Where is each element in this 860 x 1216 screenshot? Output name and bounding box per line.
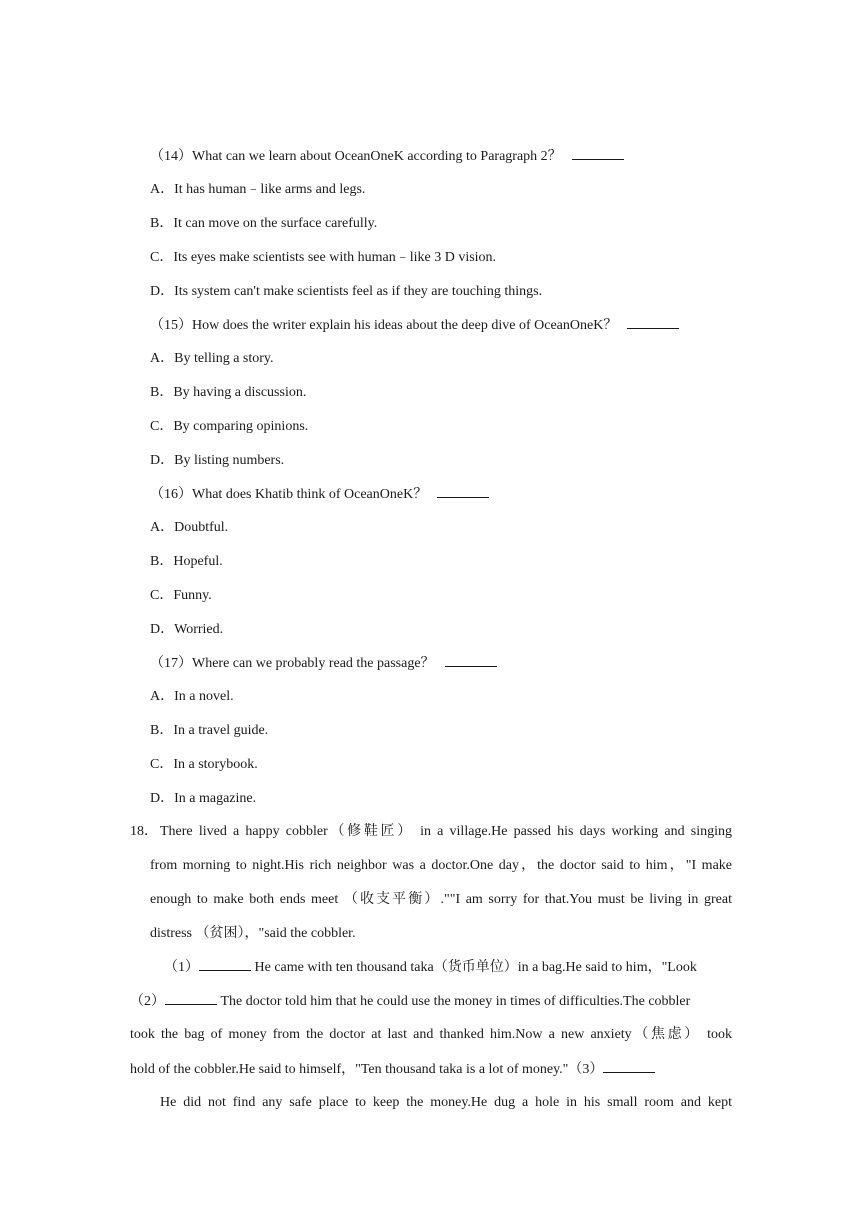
answer-blank[interactable] — [437, 485, 489, 498]
question-14-option-a: A．It has human﹣like arms and legs. — [150, 182, 366, 197]
passage-line: enough to make both ends meet （收支平衡）.""I am sorry for that.You must be living in great — [150, 892, 732, 907]
answer-blank[interactable] — [445, 654, 497, 667]
answer-blank[interactable] — [165, 992, 217, 1005]
question-14-option-d: D．Its system can't make scientists feel as if they are touching things. — [150, 284, 543, 299]
passage-line-blank-3 — [130, 1060, 655, 1079]
question-16-option-c: C．Funny. — [150, 588, 212, 603]
answer-blank[interactable] — [627, 316, 679, 329]
question-14-stem — [150, 147, 624, 166]
question-15-option-c: C．By comparing opinions. — [150, 419, 309, 434]
passage-line: He did not find any safe place to keep the money.He dug a hole in his small room and kept — [160, 1095, 732, 1110]
question-16-stem — [150, 485, 489, 504]
passage-text: The doctor told him that he could use the money in times of difficulties.The cobbler — [217, 994, 691, 1009]
passage-line: took the bag of money from the doctor at last and thanked him.Now a new anxiety（焦虑） took — [130, 1027, 732, 1042]
question-14-option-b: B．It can move on the surface carefully. — [150, 216, 378, 231]
question-17-stem — [150, 654, 497, 673]
question-18-number: 18． — [130, 824, 158, 839]
question-15-option-a: A．By telling a story. — [150, 351, 274, 366]
question-stem-text: （14）What can we learn about OceanOneK according to Paragraph 2？ — [150, 149, 562, 164]
passage-line: from morning to night.His rich neighbor was a doctor.One day，the doctor said to him，"I make — [150, 858, 732, 873]
question-15-option-d: D．By listing numbers. — [150, 453, 285, 468]
question-16-option-d: D．Worried. — [150, 622, 224, 637]
question-16-option-a: A．Doubtful. — [150, 520, 229, 535]
passage-line: distress （贫困），"said the cobbler. — [150, 926, 356, 941]
question-17-option-a: A．In a novel. — [150, 689, 234, 704]
question-stem-text: （16）What does Khatib think of OceanOneK？ — [150, 487, 428, 502]
passage-line-blank-2 — [130, 992, 690, 1011]
question-14-option-c: C．Its eyes make scientists see with human﹣like 3 D vision. — [150, 250, 497, 265]
answer-blank[interactable] — [572, 147, 624, 160]
question-17-option-c: C．In a storybook. — [150, 757, 258, 772]
question-15-option-b: B．By having a discussion. — [150, 385, 307, 400]
passage-line: There lived a happy cobbler（修鞋匠） in a village.He passed his days working and singing — [160, 824, 732, 839]
question-17-option-b: B．In a travel guide. — [150, 723, 269, 738]
blank-number: （2） — [130, 994, 165, 1009]
passage-text: He came with ten thousand taka（货币单位）in a bag.He said to him，"Look — [251, 960, 697, 975]
question-15-stem — [150, 316, 679, 335]
question-17-option-d: D．In a magazine. — [150, 791, 257, 806]
passage-line-blank-1 — [164, 958, 697, 977]
question-stem-text: （15）How does the writer explain his ideas about the deep dive of OceanOneK？ — [150, 318, 618, 333]
blank-number: （1） — [164, 960, 199, 975]
passage-text: hold of the cobbler.He said to himself，"Ten thousand taka is a lot of money."（3） — [130, 1062, 604, 1077]
answer-blank[interactable] — [199, 958, 251, 971]
question-stem-text: （17）Where can we probably read the passage？ — [150, 656, 435, 671]
answer-blank[interactable] — [603, 1060, 655, 1073]
question-16-option-b: B．Hopeful. — [150, 554, 223, 569]
